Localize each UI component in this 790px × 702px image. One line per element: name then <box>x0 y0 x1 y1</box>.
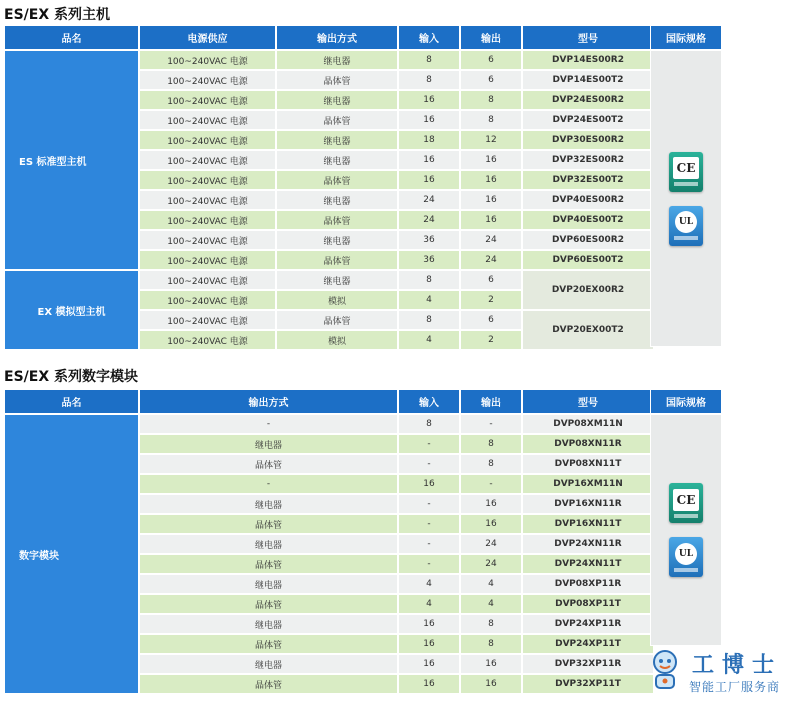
output-type-cell: 晶体管 <box>139 454 398 474</box>
outputs-cell: - <box>460 414 522 434</box>
inputs-cell: 16 <box>398 654 460 674</box>
col-header-cert: 国际规格 <box>650 389 722 414</box>
inputs-cell: - <box>398 434 460 454</box>
power-cell: 100~240VAC 电源 <box>139 230 276 250</box>
power-cell: 100~240VAC 电源 <box>139 210 276 230</box>
power-cell: 100~240VAC 电源 <box>139 150 276 170</box>
robot-mascot-icon <box>645 648 689 694</box>
outputs-cell: 2 <box>460 290 522 310</box>
output-type-cell: 晶体管 <box>139 554 398 574</box>
outputs-cell: 24 <box>460 230 522 250</box>
outputs-cell: 16 <box>460 654 522 674</box>
inputs-cell: 16 <box>398 170 460 190</box>
power-cell: 100~240VAC 电源 <box>139 90 276 110</box>
power-cell: 100~240VAC 电源 <box>139 170 276 190</box>
output-type-cell: 继电器 <box>139 434 398 454</box>
inputs-cell: 18 <box>398 130 460 150</box>
inputs-cell: 16 <box>398 150 460 170</box>
table-row <box>4 270 654 290</box>
model-cell: DVP08XP11R <box>522 574 654 594</box>
model-cell: DVP16XM11N <box>522 474 654 494</box>
model-cell: DVP60ES00R2 <box>522 230 654 250</box>
ce-cert-icon: CE <box>669 152 703 192</box>
power-cell: 100~240VAC 电源 <box>139 310 276 330</box>
model-cell: DVP32ES00R2 <box>522 150 654 170</box>
model-cell: DVP16XN11R <box>522 494 654 514</box>
power-cell: 100~240VAC 电源 <box>139 70 276 90</box>
output-type-cell: 继电器 <box>139 654 398 674</box>
model-cell: DVP32XP11R <box>522 654 654 674</box>
output-type-cell: 晶体管 <box>276 250 398 270</box>
col-header-cert: 国际规格 <box>650 25 722 50</box>
output-type-cell: 晶体管 <box>276 310 398 330</box>
outputs-cell: 8 <box>460 634 522 654</box>
power-cell: 100~240VAC 电源 <box>139 250 276 270</box>
ul-cert-icon: UL <box>669 537 703 577</box>
output-type-cell: 继电器 <box>139 494 398 514</box>
output-type-cell: - <box>139 474 398 494</box>
inputs-cell: 8 <box>398 270 460 290</box>
output-type-cell: 晶体管 <box>139 634 398 654</box>
output-type-cell: 继电器 <box>276 270 398 290</box>
inputs-cell: 16 <box>398 674 460 694</box>
col-header-outputs: 输出 <box>460 25 522 50</box>
model-cell: DVP24XN11T <box>522 554 654 574</box>
col-header-model: 型号 <box>522 389 654 414</box>
output-type-cell: 模拟 <box>276 290 398 310</box>
outputs-cell: 8 <box>460 110 522 130</box>
output-type-cell: 晶体管 <box>276 170 398 190</box>
inputs-cell: 16 <box>398 90 460 110</box>
power-cell: 100~240VAC 电源 <box>139 270 276 290</box>
outputs-cell: 6 <box>460 50 522 70</box>
model-cell: DVP24XP11R <box>522 614 654 634</box>
section-title-digital-modules: ES/EX 系列数字模块 <box>4 369 138 385</box>
table-row <box>4 50 654 70</box>
model-cell: DVP20EX00R2 <box>522 270 654 310</box>
col-header-output-type: 输出方式 <box>276 25 398 50</box>
model-cell: DVP24ES00T2 <box>522 110 654 130</box>
output-type-cell: 继电器 <box>139 574 398 594</box>
outputs-cell: 8 <box>460 90 522 110</box>
table-row <box>4 414 654 434</box>
inputs-cell: 36 <box>398 250 460 270</box>
outputs-cell: 16 <box>460 150 522 170</box>
model-cell: DVP08XN11T <box>522 454 654 474</box>
cert-cell-main <box>650 50 722 347</box>
outputs-cell: 6 <box>460 270 522 290</box>
output-type-cell: 晶体管 <box>276 70 398 90</box>
outputs-cell: 12 <box>460 130 522 150</box>
outputs-cell: 8 <box>460 614 522 634</box>
outputs-cell: 16 <box>460 170 522 190</box>
outputs-cell: 24 <box>460 250 522 270</box>
model-cell: DVP40ES00R2 <box>522 190 654 210</box>
outputs-cell: 8 <box>460 454 522 474</box>
outputs-cell: 24 <box>460 554 522 574</box>
inputs-cell: 16 <box>398 110 460 130</box>
output-type-cell: 继电器 <box>276 50 398 70</box>
output-type-cell: 继电器 <box>276 150 398 170</box>
watermark-logo <box>645 648 790 698</box>
watermark-slogan: 智能工厂服务商 <box>689 680 781 694</box>
digital-modules-cert-table <box>650 389 722 646</box>
power-cell: 100~240VAC 电源 <box>139 50 276 70</box>
col-header-name: 品名 <box>4 25 139 50</box>
model-cell: DVP24XN11R <box>522 534 654 554</box>
col-header-output-type: 输出方式 <box>139 389 398 414</box>
model-cell: DVP14ES00T2 <box>522 70 654 90</box>
inputs-cell: - <box>398 534 460 554</box>
inputs-cell: 16 <box>398 474 460 494</box>
inputs-cell: - <box>398 514 460 534</box>
category-cell: ES 标准型主机 <box>4 50 139 270</box>
cert-cell-digital <box>650 414 722 646</box>
inputs-cell: 16 <box>398 614 460 634</box>
inputs-cell: 4 <box>398 594 460 614</box>
outputs-cell: - <box>460 474 522 494</box>
outputs-cell: 16 <box>460 190 522 210</box>
digital-modules-table <box>4 389 654 694</box>
power-cell: 100~240VAC 电源 <box>139 110 276 130</box>
model-cell: DVP14ES00R2 <box>522 50 654 70</box>
output-type-cell: 晶体管 <box>139 594 398 614</box>
model-cell: DVP08XN11R <box>522 434 654 454</box>
inputs-cell: 4 <box>398 574 460 594</box>
inputs-cell: 4 <box>398 290 460 310</box>
output-type-cell: 晶体管 <box>139 514 398 534</box>
table-header-row <box>4 25 654 50</box>
outputs-cell: 16 <box>460 210 522 230</box>
col-header-inputs: 输入 <box>398 25 460 50</box>
inputs-cell: - <box>398 454 460 474</box>
main-units-cert-table <box>650 25 722 347</box>
outputs-cell: 16 <box>460 514 522 534</box>
section-title-main-units: ES/EX 系列主机 <box>4 7 110 23</box>
model-cell: DVP40ES00T2 <box>522 210 654 230</box>
model-cell: DVP32ES00T2 <box>522 170 654 190</box>
output-type-cell: 继电器 <box>276 90 398 110</box>
inputs-cell: 4 <box>398 330 460 350</box>
outputs-cell: 6 <box>460 70 522 90</box>
outputs-cell: 4 <box>460 574 522 594</box>
inputs-cell: - <box>398 554 460 574</box>
main-units-table <box>4 25 654 350</box>
output-type-cell: - <box>139 414 398 434</box>
inputs-cell: 8 <box>398 310 460 330</box>
output-type-cell: 继电器 <box>139 614 398 634</box>
col-header-outputs: 输出 <box>460 389 522 414</box>
output-type-cell: 继电器 <box>276 190 398 210</box>
col-header-model: 型号 <box>522 25 654 50</box>
table-header-row <box>4 389 654 414</box>
category-cell: EX 模拟型主机 <box>4 270 139 350</box>
model-cell: DVP24ES00R2 <box>522 90 654 110</box>
power-cell: 100~240VAC 电源 <box>139 290 276 310</box>
col-header-name: 品名 <box>4 389 139 414</box>
outputs-cell: 2 <box>460 330 522 350</box>
inputs-cell: - <box>398 494 460 514</box>
model-cell: DVP32XP11T <box>522 674 654 694</box>
ul-cert-icon: UL <box>669 206 703 246</box>
outputs-cell: 24 <box>460 534 522 554</box>
model-cell: DVP60ES00T2 <box>522 250 654 270</box>
outputs-cell: 8 <box>460 434 522 454</box>
inputs-cell: 24 <box>398 210 460 230</box>
output-type-cell: 模拟 <box>276 330 398 350</box>
power-cell: 100~240VAC 电源 <box>139 130 276 150</box>
outputs-cell: 16 <box>460 494 522 514</box>
inputs-cell: 8 <box>398 414 460 434</box>
outputs-cell: 16 <box>460 674 522 694</box>
col-header-power: 电源供应 <box>139 25 276 50</box>
inputs-cell: 36 <box>398 230 460 250</box>
model-cell: DVP24XP11T <box>522 634 654 654</box>
output-type-cell: 继电器 <box>276 230 398 250</box>
power-cell: 100~240VAC 电源 <box>139 330 276 350</box>
model-cell: DVP08XM11N <box>522 414 654 434</box>
output-type-cell: 继电器 <box>276 130 398 150</box>
inputs-cell: 8 <box>398 50 460 70</box>
category-cell: 数字模块 <box>4 414 139 694</box>
power-cell: 100~240VAC 电源 <box>139 190 276 210</box>
output-type-cell: 晶体管 <box>276 110 398 130</box>
inputs-cell: 24 <box>398 190 460 210</box>
model-cell: DVP16XN11T <box>522 514 654 534</box>
watermark-brand: 工博士 <box>692 653 783 678</box>
model-cell: DVP08XP11T <box>522 594 654 614</box>
inputs-cell: 16 <box>398 634 460 654</box>
output-type-cell: 晶体管 <box>276 210 398 230</box>
output-type-cell: 继电器 <box>139 534 398 554</box>
model-cell: DVP30ES00R2 <box>522 130 654 150</box>
inputs-cell: 8 <box>398 70 460 90</box>
output-type-cell: 晶体管 <box>139 674 398 694</box>
outputs-cell: 4 <box>460 594 522 614</box>
col-header-inputs: 输入 <box>398 389 460 414</box>
ce-cert-icon: CE <box>669 483 703 523</box>
model-cell: DVP20EX00T2 <box>522 310 654 350</box>
outputs-cell: 6 <box>460 310 522 330</box>
